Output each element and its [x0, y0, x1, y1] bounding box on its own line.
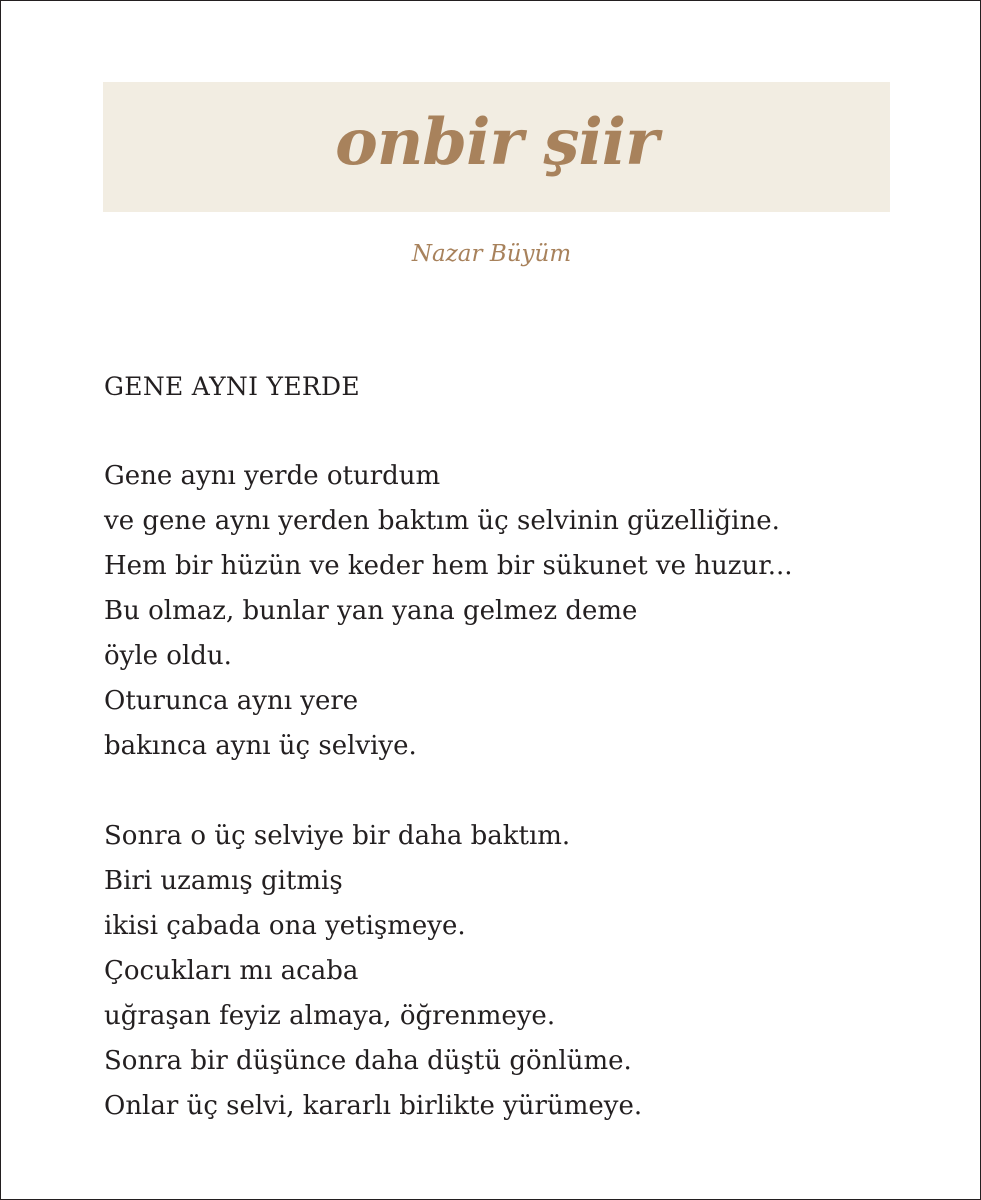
poem-line: Çocukları mı acaba	[104, 956, 359, 986]
poem-line: Hem bir hüzün ve keder hem bir sükunet ve huzur...	[104, 551, 793, 581]
poem-line: Biri uzamış gitmiş	[104, 866, 343, 896]
poem-line: Gene aynı yerde oturdum	[104, 461, 441, 491]
poem-line: uğraşan feyiz almaya, öğrenmeye.	[104, 1001, 556, 1031]
poem-line: Bu olmaz, bunlar yan yana gelmez deme	[104, 596, 638, 626]
poem	[104, 364, 944, 1174]
stanza-2	[104, 814, 944, 1129]
stanza-1	[104, 454, 944, 769]
poem-line: Sonra bir düşünce daha düştü gönlüme.	[104, 1046, 632, 1076]
poem-line: ikisi çabada ona yetişmeye.	[104, 911, 466, 941]
poem-heading: GENE AYNI YERDE	[104, 372, 360, 401]
poem-line: ve gene aynı yerden baktım üç selvinin güzelliğine.	[104, 506, 780, 536]
poem-line: bakınca aynı üç selviye.	[104, 731, 417, 761]
poem-line: Onlar üç selvi, kararlı birlikte yürümeye.	[104, 1091, 643, 1121]
title-band	[103, 82, 890, 212]
poem-line: öyle oldu.	[104, 641, 232, 671]
author-name: Nazar Büyüm	[411, 241, 572, 267]
poem-line: Oturunca aynı yere	[104, 686, 359, 716]
poem-line: Sonra o üç selviye bir daha baktım.	[104, 821, 571, 851]
book-title: onbir şiir	[335, 105, 658, 180]
